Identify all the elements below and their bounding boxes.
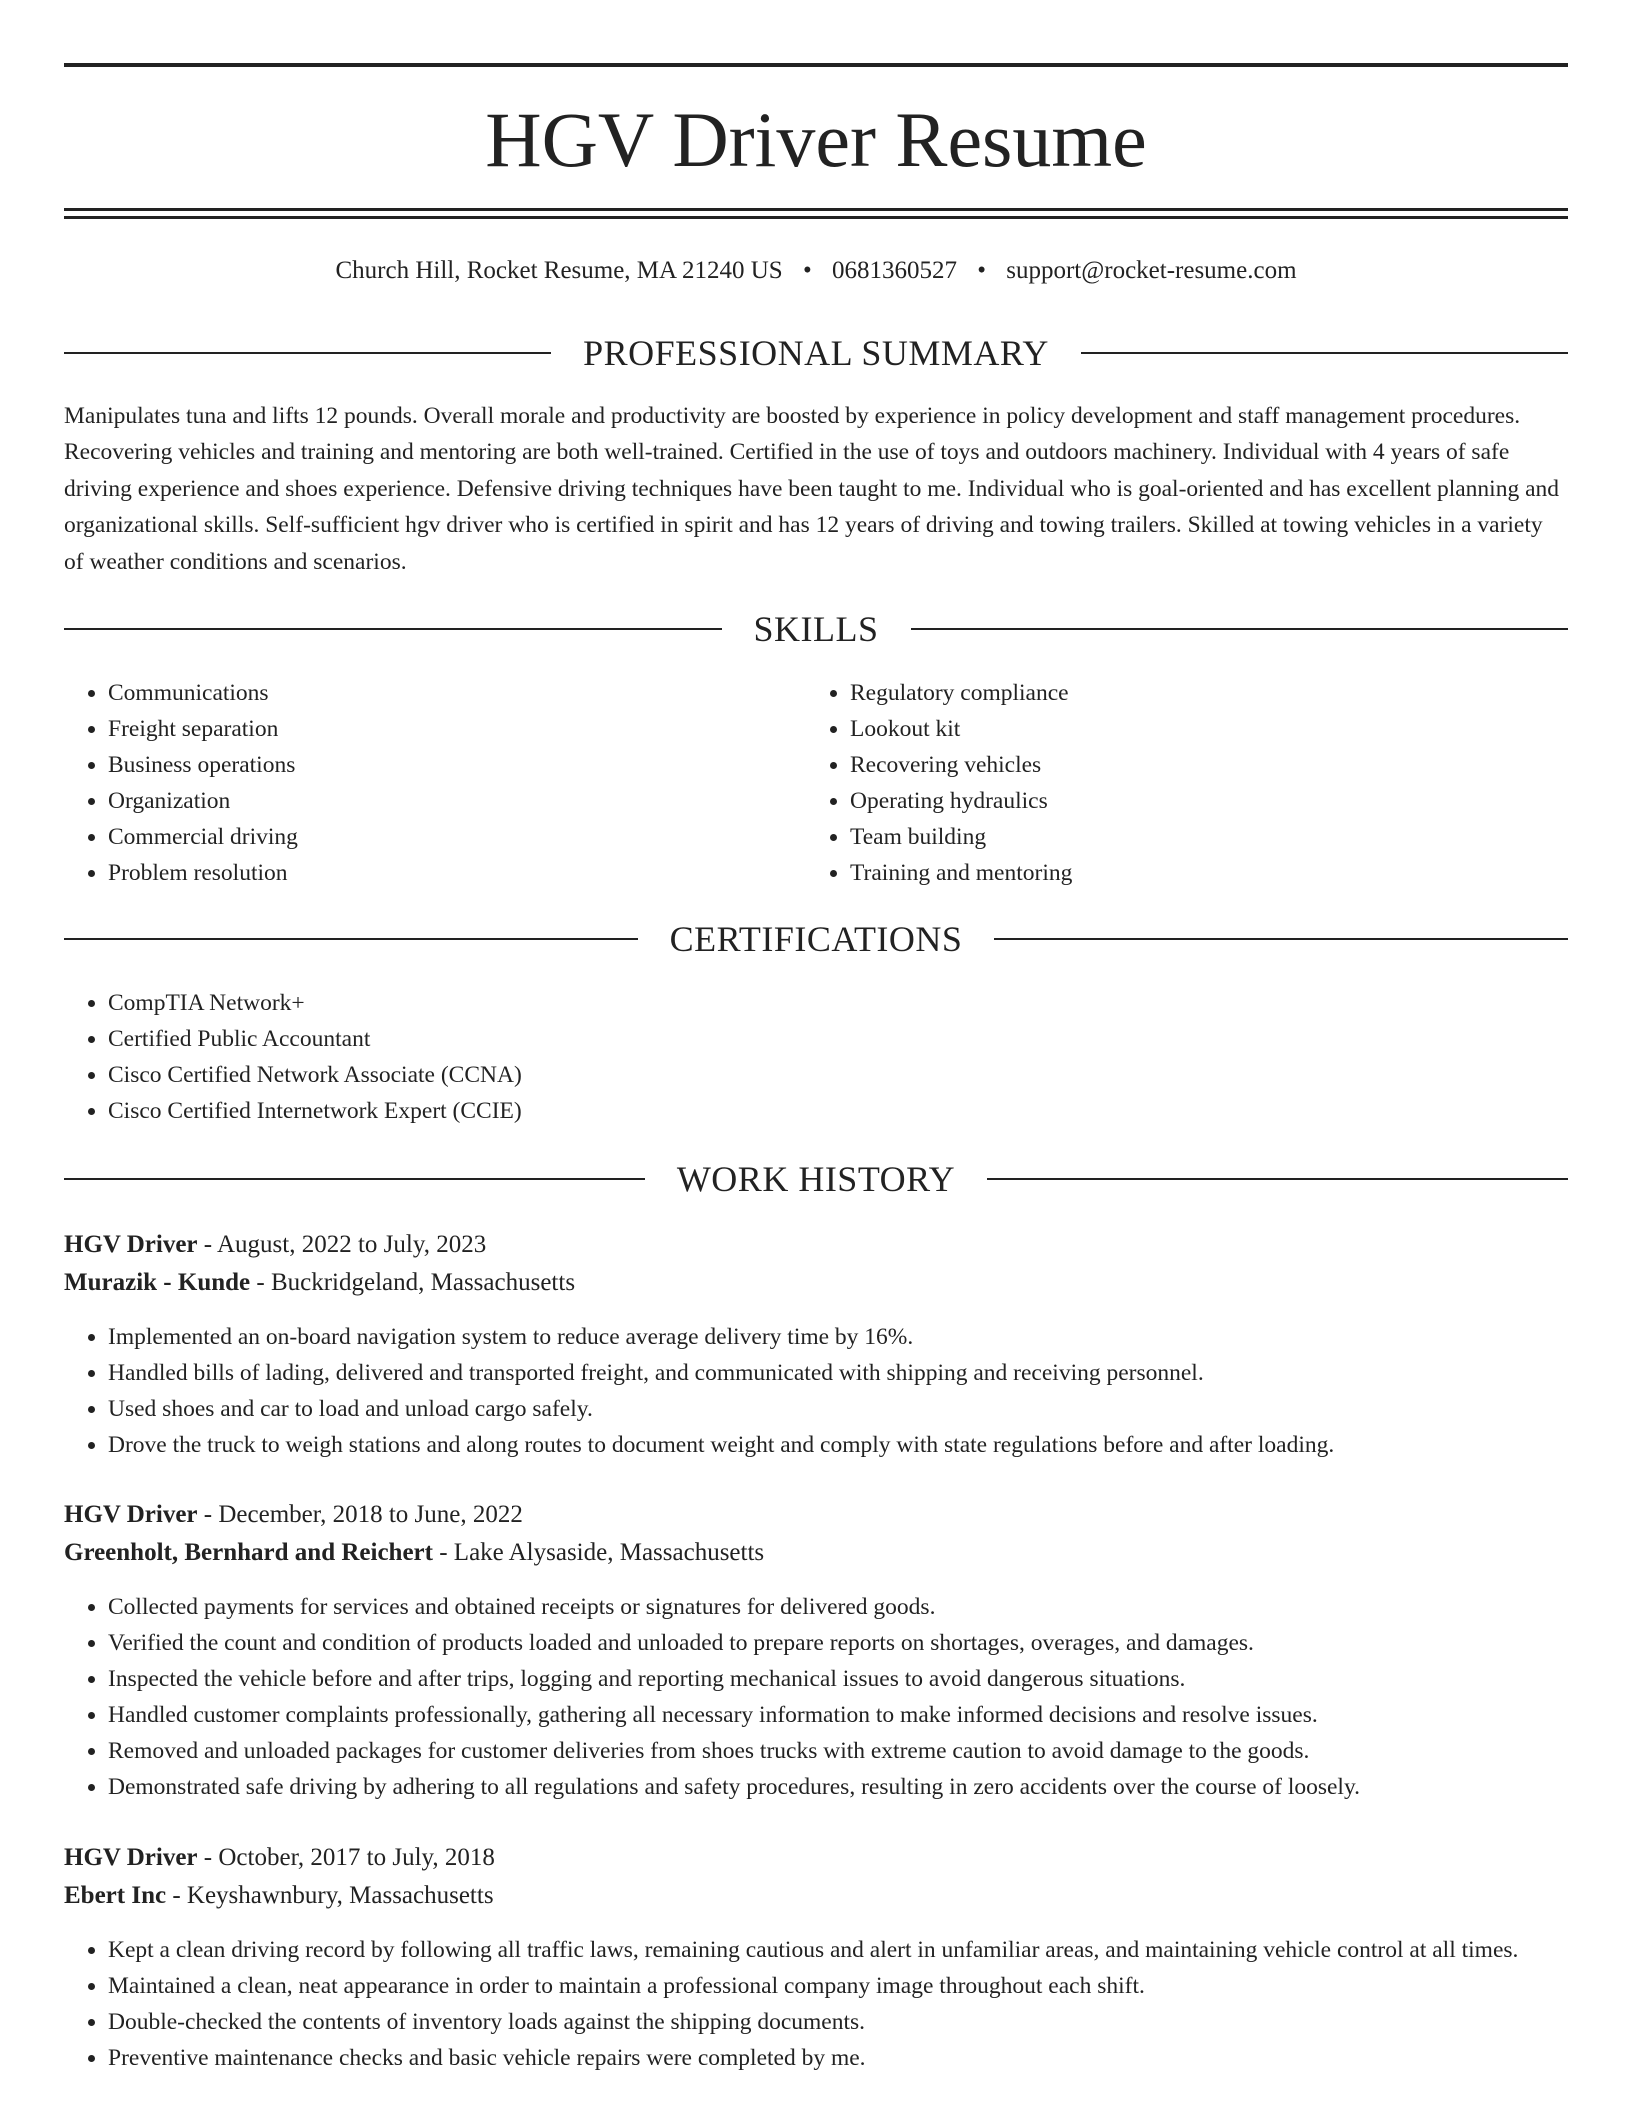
job-title-line (64, 1497, 1568, 1533)
job-company: Murazik - Kunde (64, 1269, 251, 1296)
job-duty: • Collected payments for services and obtained receipts or signatures for delivered goods. (108, 1589, 1612, 1625)
job-duty: • Handled customer complaints professionally, gathering all necessary information to make informed decisions and resolve issues. (108, 1697, 1612, 1733)
job-title: HGV Driver (64, 1231, 198, 1258)
job-location: - Keyshawnbury, Massachusetts (166, 1882, 494, 1909)
job-duty: • Kept a clean driving record by following all traffic laws, remaining cautious and alert in unfamiliar areas, and maintaining vehicle control at all times. (108, 1932, 1612, 1968)
heading-rule (64, 628, 722, 630)
job-dates: - October, 2017 to July, 2018 (197, 1844, 495, 1871)
job-title: HGV Driver (64, 1844, 198, 1871)
job-location: - Lake Alysaside, Massachusetts (432, 1539, 765, 1566)
skill-item: • Training and mentoring (850, 855, 1550, 891)
job-duty: • Used shoes and car to load and unload cargo safely. (108, 1391, 1612, 1427)
heading-rule (64, 1178, 645, 1180)
certification-item: • Cisco Certified Internetwork Expert (CCIE) (108, 1093, 1612, 1129)
job-title-line (64, 1840, 1568, 1876)
skill-item: • Problem resolution (108, 855, 808, 891)
top-rule (64, 63, 1568, 67)
job-title: HGV Driver (64, 1501, 198, 1528)
job-duties-list (64, 1319, 1612, 1463)
skill-item: • Organization (108, 783, 808, 819)
job-company-line (64, 1535, 1568, 1571)
job-duty: • Handled bills of lading, delivered and transported freight, and communicated with shipping and receiving personnel. (108, 1355, 1612, 1391)
title-rule-upper (64, 208, 1568, 211)
job-duty: • Double-checked the contents of inventory loads against the shipping documents. (108, 2004, 1612, 2040)
job-title-line (64, 1227, 1568, 1263)
job-duty: • Maintained a clean, neat appearance in order to maintain a professional company image throughout each shift. (108, 1968, 1612, 2004)
resume-title: HGV Driver Resume (485, 96, 1147, 183)
contact-separator: • (977, 257, 986, 284)
skills-list-right (806, 675, 1550, 891)
skill-item: • Team building (850, 819, 1550, 855)
certification-item: • CompTIA Network+ (108, 985, 1612, 1021)
section-heading-label: PROFESSIONAL SUMMARY (583, 333, 1049, 373)
section-heading-label: WORK HISTORY (676, 1159, 956, 1199)
job-duty: • Implemented an on-board navigation system to reduce average delivery time by 16%. (108, 1319, 1612, 1355)
job-dates: - August, 2022 to July, 2023 (197, 1231, 487, 1258)
job-location: - Buckridgeland, Massachusetts (250, 1269, 576, 1296)
job-duties-list (64, 1932, 1612, 2076)
skill-item: • Lookout kit (850, 711, 1550, 747)
certifications-list (64, 985, 1612, 1129)
heading-rule (911, 628, 1569, 630)
heading-rule (64, 352, 551, 354)
section-heading-work-history (64, 1158, 1568, 1200)
certification-item: • Cisco Certified Network Associate (CCNA) (108, 1057, 1612, 1093)
contact-phone: 0681360527 (831, 257, 957, 284)
skill-item: • Regulatory compliance (850, 675, 1550, 711)
section-heading-certifications (64, 918, 1568, 960)
heading-rule (994, 938, 1568, 940)
job-company-line (64, 1878, 1568, 1914)
skill-item: • Commercial driving (108, 819, 808, 855)
heading-rule (64, 938, 638, 940)
skills-list-left (64, 675, 808, 891)
skill-item: • Freight separation (108, 711, 808, 747)
contact-email: support@rocket-resume.com (1006, 257, 1297, 284)
summary-text: Manipulates tuna and lifts 12 pounds. Overall morale and productivity are boosted by experience in policy development and staff management procedures. Recovering vehicles and training and mentoring are both well-trained. Certified in the use of toys and outdoors machinery. Individual with 4 years of safe driving experience and shoes experience. Defensive driving techniques have been taught to me. Individual who is goal-oriented and has excellent planning and organizational skills. Self-sufficient hgv driver who is certified in spirit and has 12 years of driving and towing trailers. Skilled at towing vehicles in a variety of weather conditions and scenarios. (64, 403, 1560, 575)
title-rule-lower (64, 216, 1568, 219)
contact-address: Church Hill, Rocket Resume, MA 21240 US (335, 257, 783, 284)
job-duty: • Removed and unloaded packages for customer deliveries from shoes trucks with extreme caution to avoid damage to the goods. (108, 1733, 1612, 1769)
job-company-line (64, 1265, 1568, 1301)
section-heading-skills (64, 608, 1568, 650)
job-company: Greenholt, Bernhard and Reichert (64, 1539, 433, 1566)
skill-item: • Business operations (108, 747, 808, 783)
job-duty: • Drove the truck to weigh stations and along routes to document weight and comply with state regulations before and after loading. (108, 1427, 1612, 1463)
section-heading-label: CERTIFICATIONS (669, 919, 963, 959)
job-company: Ebert Inc (64, 1882, 167, 1909)
section-heading-label: SKILLS (753, 609, 879, 649)
contact-separator: • (802, 257, 812, 284)
job-dates: - December, 2018 to June, 2022 (197, 1501, 523, 1528)
job-duty: • Demonstrated safe driving by adhering to all regulations and safety procedures, resulting in zero accidents over the course of loosely. (108, 1769, 1612, 1805)
skill-item: • Communications (108, 675, 808, 711)
job-duty: • Inspected the vehicle before and after trips, logging and reporting mechanical issues to avoid dangerous situations. (108, 1661, 1612, 1697)
job-duty: • Verified the count and condition of products loaded and unloaded to prepare reports on shortages, overages, and damages. (108, 1625, 1612, 1661)
skill-item: • Recovering vehicles (850, 747, 1550, 783)
job-duties-list (64, 1589, 1612, 1805)
job-duty: • Preventive maintenance checks and basic vehicle repairs were completed by me. (108, 2040, 1612, 2076)
contact-line (64, 254, 1568, 288)
heading-rule (987, 1178, 1568, 1180)
skill-item: • Operating hydraulics (850, 783, 1550, 819)
heading-rule (1081, 352, 1568, 354)
section-heading-summary (64, 332, 1568, 374)
certification-item: • Certified Public Accountant (108, 1021, 1612, 1057)
